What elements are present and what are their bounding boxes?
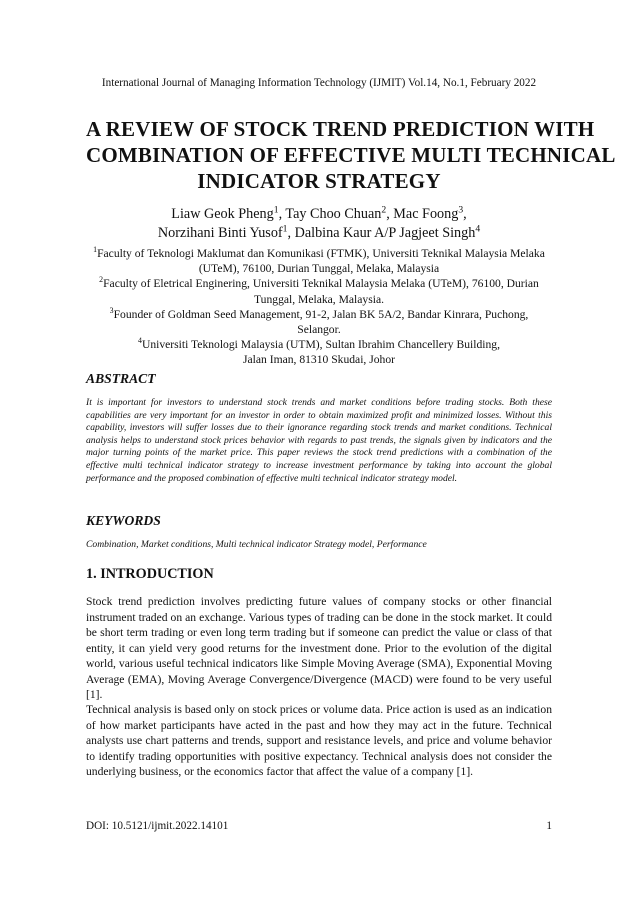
affiliation-text: Faculty of Teknologi Maklumat dan Komunikasi (FTMK), Universiti Teknikal Malaysia Melaka <box>97 247 545 260</box>
author-name: Tay Choo Chuan <box>285 206 382 222</box>
paper-title <box>86 116 616 194</box>
author-sep: , <box>463 206 467 222</box>
page-number: 1 <box>546 820 552 832</box>
author-name: Liaw Geok Pheng <box>171 206 274 222</box>
author-sup: 2 <box>381 204 387 216</box>
keywords-text: Combination, Market conditions, Multi technical indicator Strategy model, Performance <box>86 539 427 550</box>
abstract-heading: ABSTRACT <box>86 371 156 386</box>
keywords-heading: KEYWORDS <box>86 513 161 528</box>
affiliations <box>78 246 560 368</box>
affiliation-sup: 3 <box>109 305 114 315</box>
author-sep: , <box>386 206 394 222</box>
affiliation-text: Jalan Iman, 81310 Skudai, Johor <box>243 353 395 367</box>
author-line-1 <box>86 205 552 224</box>
author-sep: , <box>278 206 286 222</box>
author-sup: 1 <box>282 223 288 235</box>
affiliation-text: (UTeM), 76100, Durian Tunggal, Melaka, Malaysia <box>198 262 440 276</box>
running-header: International Journal of Managing Information Technology (IJMIT) Vol.14, No.1, February 2022 <box>101 77 537 89</box>
affiliation-text: Faculty of Eletrical Enginering, Universiti Teknikal Malaysia Melaka (UTeM), 76100, Durian <box>103 277 539 291</box>
title-line-2: COMBINATION OF EFFECTIVE MULTI TECHNICAL <box>86 143 616 167</box>
affiliation-4 <box>78 337 560 367</box>
affiliation-sup: 4 <box>138 336 142 346</box>
affiliation-text: Selangor. <box>297 323 341 337</box>
footer-doi: DOI: 10.5121/ijmit.2022.14101 <box>86 820 229 832</box>
affiliation-text: Universiti Teknologi Malaysia (UTM), Sultan Ibrahim Chancellery Building, <box>141 338 500 352</box>
author-name: Dalbina Kaur A/P Jagjeet Singh <box>294 225 476 241</box>
affiliation-1 <box>78 246 560 276</box>
author-sup: 4 <box>475 223 481 235</box>
affiliation-2 <box>78 276 560 306</box>
affiliation-sup: 1 <box>93 245 98 255</box>
affiliation-text: Tunggal, Melaka, Malaysia. <box>254 292 384 306</box>
affiliation-3 <box>78 307 560 337</box>
affiliation-sup: 2 <box>99 275 104 285</box>
author-line-2 <box>86 224 552 243</box>
title-line-1: A REVIEW OF STOCK TREND PREDICTION WITH <box>86 117 595 141</box>
author-list <box>86 205 552 243</box>
intro-paragraph-1: Stock trend prediction involves predicting future values of company stocks or other financial instrument traded on an exchange. Various types of trading can be done in the stock market. It could be short term trading or even long term trading but if someone can predict the value or class of that entity, it can yield very good returns for the investment done. Prior to the evolution of the digital world, various useful technical indicators like Simple Moving Average (SMA), Exponential Moving Average (EMA), Moving Average Convergence/Divergence (MACD) were found to be very useful [1]. <box>86 595 552 701</box>
author-sup: 3 <box>458 204 464 216</box>
affiliation-text: Founder of Goldman Seed Management, 91-2, Jalan BK 5A/2, Bandar Kinrara, Puchong, <box>113 307 529 321</box>
title-line-3: INDICATOR STRATEGY <box>197 169 441 193</box>
abstract-text: It is important for investors to understand stock trends and market conditions before trading stocks. Both these capabilities are very important for an investor in order to obtain maximized profit and minimized losses. Without this capability, investors will suffer losses due to their ignorance regarding stock trends and market conditions. Technical analysis helps to understand stock prices behavior with regards to past trends, the signals given by indicators and the major turning points of the market price. This paper reviews the stock trend predictions with a combination of the effective multi technical indicator strategy to increase investment performance by taking into account the global performance and the proposed combination of effective multi technical indicator strategy model. <box>86 397 552 484</box>
intro-paragraph-2: Technical analysis is based only on stock prices or volume data. Price action is used as an indication of how market participants have acted in the past and how they may act in the future. Technical analysts use chart patterns and trends, support and resistance levels, and price and volume behavior to identify trading opportunities with positive expectancy. Technical analysis does not consider the underlying business, or the economics factor that affect the value of a company [1]. <box>86 703 552 778</box>
author-sup: 1 <box>273 204 279 216</box>
author-name: Norzihani Binti Yusof <box>157 225 283 241</box>
introduction-heading: 1. INTRODUCTION <box>86 566 214 582</box>
author-sep: , <box>287 225 295 241</box>
author-name: Mac Foong <box>393 206 459 222</box>
